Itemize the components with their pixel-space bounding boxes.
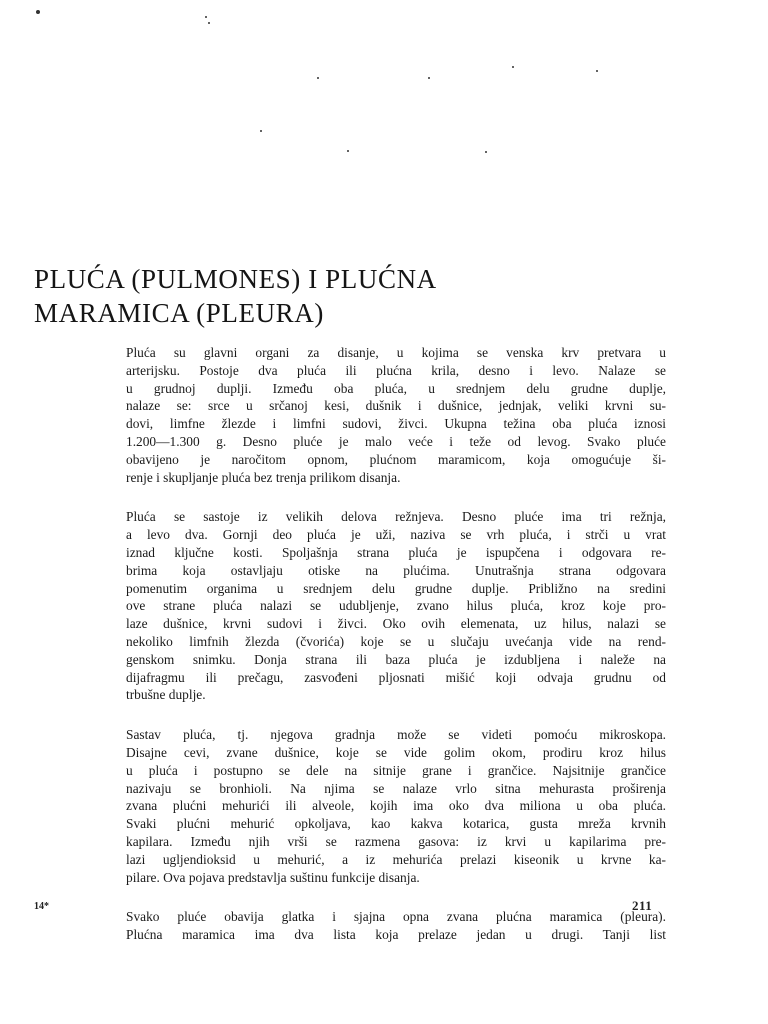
text-line: dijafragmu ili prečagu, zasvođeni pljosnati mišić koji odvaja grudnu od xyxy=(126,669,666,685)
text-line: zvana plućni mehurići ili alveole, kojih ima oko dva miliona u oba pluća. xyxy=(126,798,666,814)
scan-speck xyxy=(347,150,349,152)
paragraph-2 xyxy=(126,508,666,704)
body-text xyxy=(126,344,666,966)
text-line: Svaki plućni mehurić opkoljava, kao kakva kotarica, gusta mreža krvnih xyxy=(126,816,666,832)
text-line: obavijeno je naročitom opnom, plućnom maramicom, koja omogućuje ši- xyxy=(126,451,666,467)
text-line: Svako pluće obavija glatka i sjajna opna zvana plućna maramica (pleura). xyxy=(126,909,666,925)
text-line: pomenutim organima u srednjem delu grudne duplje. Približno na sredini xyxy=(126,580,666,596)
text-line: Plućna maramica ima dva lista koja prelaze jedan u drugi. Tanji list xyxy=(126,927,666,943)
text-line: ove strane pluća nalazi se udubljenje, zvano hilus pluća, kroz koje pro- xyxy=(126,598,666,614)
paragraph-3 xyxy=(126,726,666,886)
scan-speck xyxy=(208,22,210,24)
text-line: trbušne duplje. xyxy=(126,687,206,703)
text-line: nekoliko limfnih žlezda (čvorića) koje se u slučaju uvećanja vide na rend- xyxy=(126,633,666,649)
chapter-title xyxy=(34,262,734,330)
text-line: brima koja ostavljaju otiske na plućima. Unutrašnja strana odgovara xyxy=(126,562,666,578)
scan-speck xyxy=(485,151,487,153)
text-line: nazivaju se bronhioli. Na njima se nalaze vrlo sitna mehurasta proširenja xyxy=(126,780,666,796)
text-line: kapilara. Između njih vrši se razmena gasova: iz krvi u kapilarima pre- xyxy=(126,833,666,849)
text-line: lazi ugljendioksid u mehurić, a iz mehurića prelazi kiseonik u krvne ka- xyxy=(126,851,666,867)
text-line: pilare. Ova pojava predstavlja suštinu funkcije disanja. xyxy=(126,869,420,885)
chapter-title-line: MARAMICA (PLEURA) xyxy=(34,298,324,328)
scan-speck xyxy=(596,70,598,72)
text-line: iznad ključne kosti. Spoljašnja strana pluća je ispupčena i odgovara re- xyxy=(126,544,666,560)
scan-speck xyxy=(205,16,207,18)
text-line: 1.200—1.300 g. Desno pluće je malo veće i teže od levog. Svako pluće xyxy=(126,433,666,449)
text-line: u pluća i postupno se dele na sitnije grane i grančice. Najsitnije grančice xyxy=(126,762,666,778)
scan-speck xyxy=(512,66,514,68)
scan-speck xyxy=(428,77,430,79)
paragraph-1 xyxy=(126,344,666,486)
text-line: arterijsku. Postoje dva pluća ili plućna krila, desno i levo. Nalaze se xyxy=(126,362,666,378)
text-line: renje i skupljanje pluća bez trenja prilikom disanja. xyxy=(126,469,401,485)
page-number: 211 xyxy=(632,898,653,913)
text-line: dovi, limfne žlezde i limfni sudovi, živci. Ukupna težina oba pluća iznosi xyxy=(126,416,666,432)
text-line: Pluća su glavni organi za disanje, u kojima se venska krv pretvara u xyxy=(126,345,666,360)
signature-mark: 14* xyxy=(34,901,49,912)
text-line: a levo dva. Gornji deo pluća je uži, naziva se vrh pluća, i strči u vrat xyxy=(126,527,666,543)
text-line: genskom snimku. Donja strana ili baza pluća je izdubljena i naleže na xyxy=(126,651,666,667)
chapter-title-line: PLUĆA (PULMONES) I PLUĆNA xyxy=(34,264,437,294)
text-line: Sastav pluća, tj. njegova gradnja može se videti pomoću mikroskopa. xyxy=(126,727,666,743)
scan-speck xyxy=(317,77,319,79)
text-line: laze dušnice, krvni sudovi i živci. Oko ovih elemenata, uz hilus, nalazi se xyxy=(126,616,666,632)
text-line: Disajne cevi, zvane dušnice, koje se vide golim okom, prodiru kroz hilus xyxy=(126,744,666,760)
scan-speck xyxy=(36,10,40,14)
text-line: u grudnoj duplji. Između oba pluća, u srednjem delu grudne duplje, xyxy=(126,380,666,396)
paragraph-4 xyxy=(126,908,666,944)
scan-speck xyxy=(260,130,262,132)
text-line: Pluća se sastoje iz velikih delova režnjeva. Desno pluće ima tri režnja, xyxy=(126,509,666,525)
text-line: nalaze se: srce u srčanoj kesi, dušnik i dušnice, jednjak, veliki krvni su- xyxy=(126,398,666,414)
